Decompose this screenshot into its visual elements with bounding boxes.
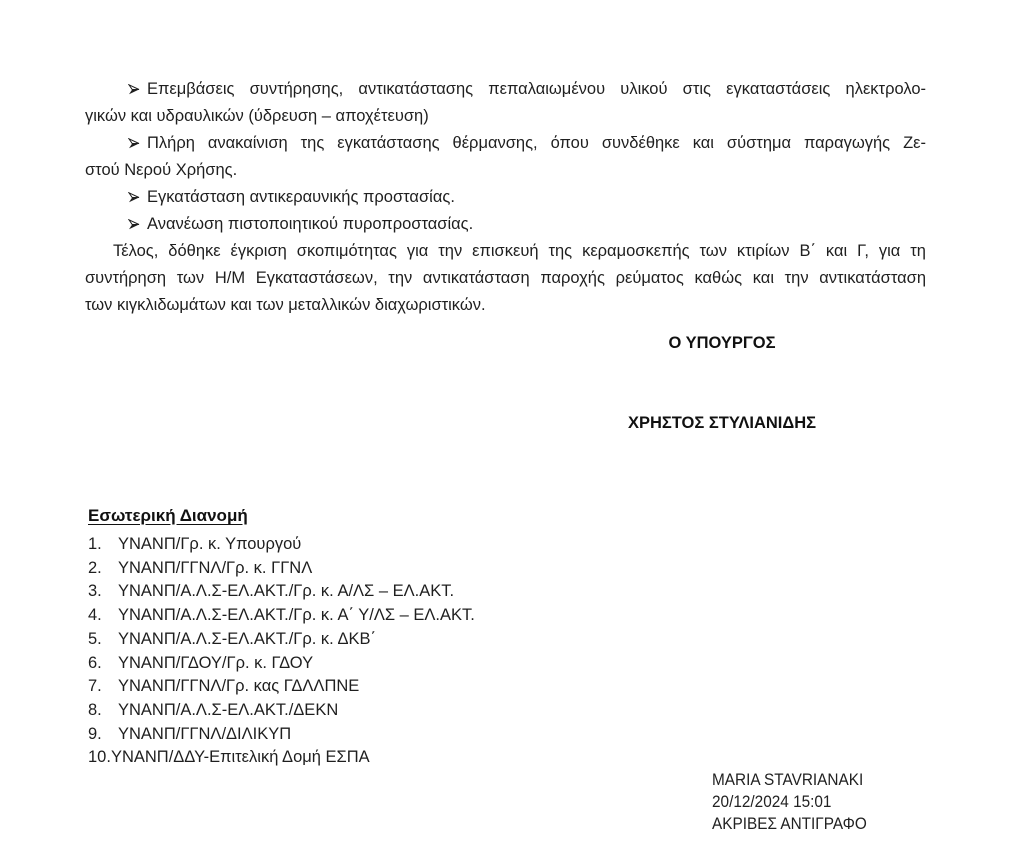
item-text: ΥΝΑΝΠ/ΓΓΝΛ/Γρ. κας ΓΔΛΛΠΝΕ: [118, 677, 360, 696]
distribution-heading: Εσωτερική Διανομή: [88, 506, 248, 525]
item-text: ΥΝΑΝΠ/Α.Λ.Σ-ΕΛ.ΑΚΤ./Γρ. κ. ΔΚΒ΄: [118, 629, 376, 648]
distribution-item-3: [88, 580, 475, 604]
arrow-bullet-icon: [128, 84, 140, 95]
item-text: ΥΝΑΝΠ/Α.Λ.Σ-ΕΛ.ΑΚΤ./Γρ. κ. Α΄ Υ/ΛΣ – ΕΛ.ΑΚΤ.: [118, 606, 475, 625]
item-number: 1.: [88, 535, 102, 553]
bullet-item-4-text: Ανανέωση πιστοποιητικού πυροπροστασίας.: [147, 215, 474, 233]
closing-paragraph-line-2: συντήρηση των Η/Μ Εγκαταστάσεων, την αντικατάσταση παροχής ρεύματος καθώς και την αντικατάσταση: [85, 269, 926, 287]
item-number: 9.: [88, 724, 102, 743]
minister-title: Ο ΥΠΟΥΡΓΟΣ: [668, 334, 776, 352]
stamp-datetime: 20/12/2024 15:01: [712, 793, 832, 811]
item-number: 2.: [88, 558, 102, 577]
bullet-item-3: [128, 184, 926, 211]
closing-paragraph-line-3: των κιγκλιδωμάτων και των μεταλλικών διαχωριστικών.: [85, 296, 486, 314]
item-text: ΥΝΑΝΠ/Γρ. κ. Υπουργού: [118, 535, 302, 553]
item-text: ΥΝΑΝΠ/ΓΓΝΛ/ΔΙΛΙΚΥΠ: [118, 724, 292, 743]
stamp-block: [712, 769, 867, 835]
item-number: 7.: [88, 677, 102, 696]
distribution-item-6: [88, 652, 475, 676]
distribution-list: [88, 533, 475, 770]
item-number: 6.: [88, 653, 102, 672]
bullet-item-1-continuation: γικών και υδραυλικών (ύδρευση – αποχέτευση): [85, 107, 429, 125]
distribution-item-7: [88, 675, 475, 699]
bullet-item-3-text: Εγκατάσταση αντικεραυνικής προστασίας.: [147, 188, 455, 206]
distribution-item-2: [88, 557, 475, 581]
stamp-name: MARIA STAVRIANAKI: [712, 771, 864, 789]
bullet-item-2-text: Πλήρη ανακαίνιση της εγκατάστασης θέρμανσης, όπου συνδέθηκε και σύστημα παραγωγής Ζε-: [147, 134, 926, 152]
item-text: ΥΝΑΝΠ/Α.Λ.Σ-ΕΛ.ΑΚΤ./Γρ. κ. Α/ΛΣ – ΕΛ.ΑΚΤ.: [118, 582, 455, 601]
stamp-label: ΑΚΡΙΒΕΣ ΑΝΤΙΓΡΑΦΟ: [712, 815, 867, 833]
arrow-bullet-icon: [128, 138, 140, 149]
bullet-item-4: [128, 211, 926, 238]
bullet-item-1-text: Επεμβάσεις συντήρησης, αντικατάστασης πεπαλαιωμένου υλικού στις εγκαταστάσεις ηλεκτρολο-: [147, 80, 926, 98]
bullet-item-2-continuation: στού Νερού Χρήσης.: [85, 161, 238, 179]
minister-name: ΧΡΗΣΤΟΣ ΣΤΥΛΙΑΝΙΔΗΣ: [627, 414, 817, 432]
bullet-item-1: [128, 76, 926, 103]
distribution-item-9: [88, 723, 475, 747]
item-text: ΥΝΑΝΠ/Α.Λ.Σ-ΕΛ.ΑΚΤ./ΔΕΚΝ: [118, 700, 339, 719]
item-text: ΥΝΑΝΠ/ΔΔΥ-Επιτελική Δομή ΕΣΠΑ: [110, 748, 370, 767]
item-number: 5.: [88, 629, 102, 648]
item-number: 4.: [88, 606, 102, 625]
closing-paragraph-line-1: Τέλος, δόθηκε έγκριση σκοπιμότητας για την επισκευή της κεραμοσκεπής των κτιρίων Β΄ και Γ, για τη: [113, 242, 926, 260]
arrow-bullet-icon: [128, 192, 140, 203]
distribution-item-10: [88, 746, 475, 770]
distribution-item-4: [88, 604, 475, 628]
item-text: ΥΝΑΝΠ/ΓΓΝΛ/Γρ. κ. ΓΓΝΛ: [118, 558, 313, 577]
distribution-item-5: [88, 628, 475, 652]
item-text: ΥΝΑΝΠ/ΓΔΟΥ/Γρ. κ. ΓΔΟΥ: [118, 653, 314, 672]
item-number: 8.: [88, 700, 102, 719]
distribution-item-8: [88, 699, 475, 723]
arrow-bullet-icon: [128, 219, 140, 230]
document-body: [85, 76, 926, 319]
distribution-item-1: [88, 533, 475, 557]
bullet-item-2: [128, 130, 926, 157]
item-number: 3.: [88, 582, 102, 601]
item-number: 10.: [88, 748, 111, 767]
